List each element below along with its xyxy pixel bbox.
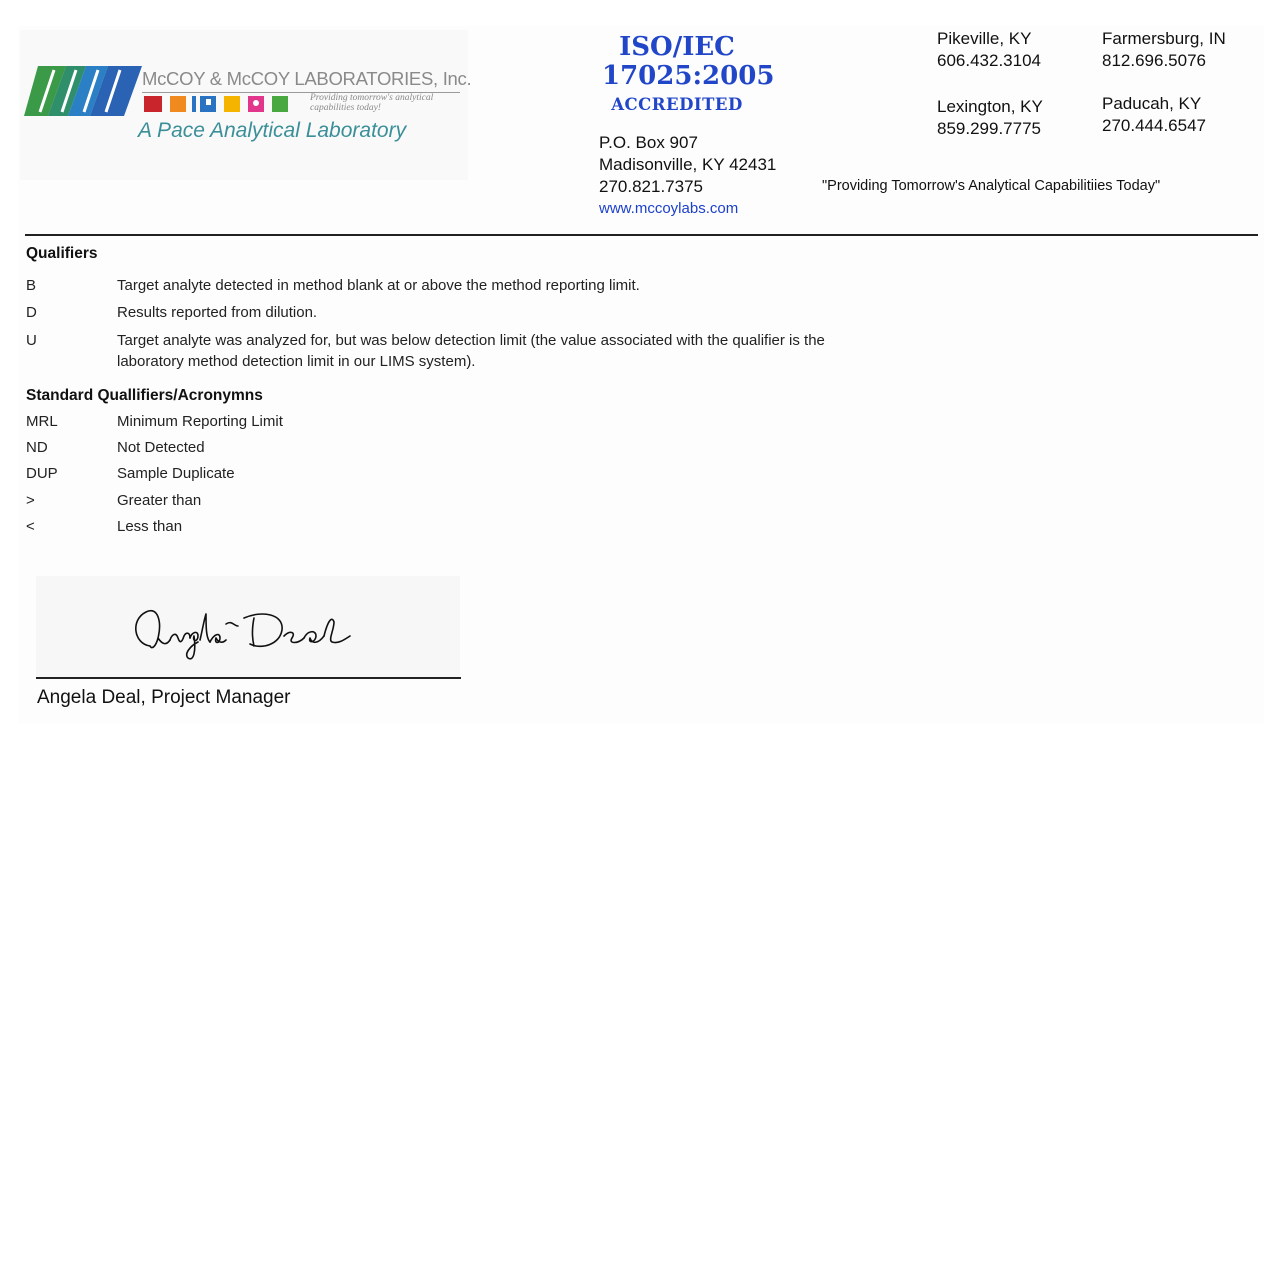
qualifier-code: B: [26, 277, 37, 294]
office-lexington: [937, 96, 1043, 140]
acronym-code: >: [26, 492, 35, 509]
qualifier-description: Target analyte detected in method blank at or above the method reporting limit.: [117, 277, 640, 294]
hq-phone: 270.821.7375: [599, 177, 703, 196]
office-pikeville: [937, 28, 1041, 72]
acronym-code: MRL: [26, 413, 58, 430]
signature-line: [36, 677, 461, 679]
iso-accredited-label: ACCREDITED: [611, 95, 743, 114]
handwritten-signature: [128, 600, 378, 664]
office-farmersburg: [1102, 28, 1226, 72]
qualifier-description: Target analyte was analyzed for, but was below detection limit (the value associated with the qualifier is the laboratory method detection limit in our LIMS system).: [117, 332, 825, 370]
acronym-description: Not Detected: [117, 439, 205, 456]
acronym-code: <: [26, 518, 35, 535]
company-name: McCOY & McCOY LABORATORIES, Inc.: [142, 68, 472, 89]
signer-name-title: Angela Deal, Project Manager: [37, 687, 291, 708]
qualifier-code: U: [26, 332, 37, 349]
office-city: Farmersburg, IN: [1102, 29, 1226, 48]
acronym-description: Minimum Reporting Limit: [117, 413, 283, 430]
office-city: Paducah, KY: [1102, 94, 1202, 113]
acronym-code: DUP: [26, 465, 58, 482]
logo-stripes-icon: [24, 66, 142, 118]
city-state-zip: Madisonville, KY 42431: [599, 155, 777, 174]
iso-standard-label: ISO/IEC: [619, 32, 735, 62]
logo-subtitle: A Pace Analytical Laboratory: [138, 119, 407, 142]
acronym-description: Less than: [117, 518, 183, 535]
acronyms-heading: Standard Quallifiers/Acronymns: [26, 387, 263, 404]
qualifier-description: Results reported from dilution.: [117, 304, 318, 321]
acronym-code: ND: [26, 439, 48, 456]
company-logo: [20, 30, 472, 180]
signature-box: [36, 576, 460, 677]
office-phone: 812.696.5076: [1102, 51, 1206, 70]
header-divider: [25, 234, 1258, 236]
office-phone: 606.432.3104: [937, 51, 1041, 70]
company-slogan: "Providing Tomorrow's Analytical Capabilitiies Today": [822, 178, 1161, 194]
qualifiers-heading: Qualifiers: [26, 245, 98, 262]
office-city: Pikeville, KY: [937, 29, 1032, 48]
qualifier-code: D: [26, 304, 37, 321]
acronym-description: Greater than: [117, 492, 202, 509]
office-city: Lexington, KY: [937, 97, 1043, 116]
website-link[interactable]: www.mccoylabs.com: [599, 200, 739, 217]
iso-accreditation-badge: [602, 32, 775, 124]
iso-standard-number: 17025:2005: [602, 61, 775, 91]
logo-tagline: Providing tomorrow's analytical capabilities today!: [310, 93, 434, 113]
logo-color-blocks-icon: [144, 94, 304, 114]
office-phone: 270.444.6547: [1102, 116, 1206, 135]
office-phone: 859.299.7775: [937, 119, 1041, 138]
office-paducah: [1102, 93, 1206, 137]
hq-address: [599, 132, 776, 220]
po-box: P.O. Box 907: [599, 133, 698, 152]
acronym-description: Sample Duplicate: [117, 465, 235, 482]
